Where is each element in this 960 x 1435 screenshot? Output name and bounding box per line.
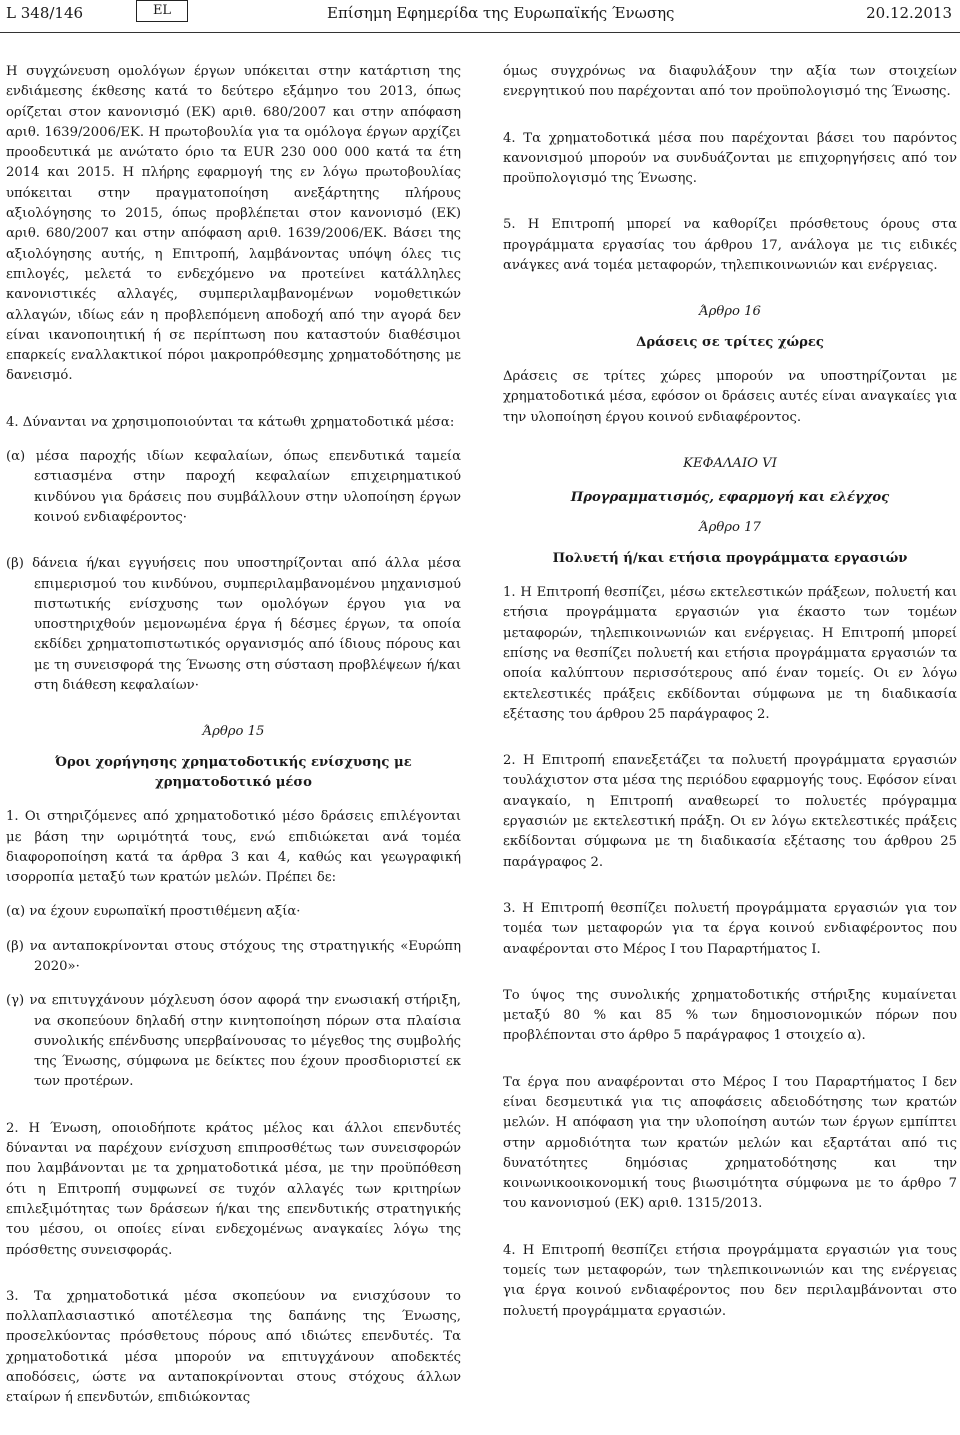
left-column	[6, 62, 461, 1435]
article-16-heading: Άρθρο 16	[699, 304, 761, 320]
article-15-heading: Άρθρο 15	[202, 724, 265, 740]
continuation-paragraph: όμως συγχρόνως να διαφυλάξουν την αξία των στοιχείων ενεργητικού που παρέχονται από τον προϋπολογισμό της Ένωσης.	[503, 64, 957, 100]
paragraph-intro: Η συγχώνευση ομολόγων έργων υπόκειται στην κατάρτιση της ενδιάμεσης έκθεσης κατά το δεύτερο εξάμηνο του 2013, όπως ορίζεται στον κανονισμό (ΕΚ) αριθ. 680/2007 και στην απόφαση αριθ. 1639/2006/ΕΚ. Η πρωτοβουλία για τα ομόλογα έργων αρχίζει προοδευτικά με ανώτατο όριο τα EUR 230 000 000 κατά τα έτη 2014 και 2015. Η πλήρης εφαρμογή της εν λόγω πρωτοβουλίας υπόκειται στην πραγματοποίηση ανεξάρτητης πλήρους αξιολόγησης το 2015, όπως προβλέπεται στον κανονισμό (ΕΚ) αριθ. 680/2007 και στην απόφαση αριθ. 1639/2006/ΕΚ. Βάσει της αξιολόγησης αυτής, η Επιτροπή, λαμβάνοντας υπόψη όλες τις επιλογές, μελετά το ενδεχόμενο να προτείνει κατάλληλες κανονιστικές αλλαγές, συμπεριλαμβανομένων νομοθετικών αλλαγών, ιδίως εάν η προβλεπόμενη αποδοχή από την αγορά δεν είναι ικανοποιητική ή σε περίπτωση που καταστούν διαθέσιμοι επαρκείς εναλλακτικοί πόροι μακροπρόθεσμης χρηματοδότησης με δανεισμό.	[6, 64, 461, 384]
paragraph-4-right: 4. Τα χρηματοδοτικά μέσα που παρέχονται βάσει του παρόντος κανονισμού μπορούν να συνδυάζονται με επιχορηγήσεις από τον προϋπολογισμό της Ένωσης.	[503, 130, 957, 187]
article-17-title: Πολυετή ή/και ετήσια προγράμματα εργασιών	[552, 550, 908, 566]
item-a: (α) μέσα παροχής ιδίων κεφαλαίων, όπως επενδυτικά ταμεία εστιασμένα στην παροχή κεφαλαίων επιχειρηματικού κινδύνου για δράσεις που συμβάλλουν στην υλοποίηση έργων κοινού ενδιαφέροντος·	[6, 449, 461, 525]
article-16-text: Δράσεις σε τρίτες χώρες μπορούν να υποστηρίζονται με χρηματοδοτικά μέσα, εφόσον οι δράσεις αυτές είναι αναγκαίες για την υλοποίηση έργου κοινού ενδιαφέροντος.	[503, 368, 957, 425]
condition-a: (α) να έχουν ευρωπαϊκή προστιθέμενη αξία·	[6, 904, 301, 920]
paragraph-4: 4. Δύνανται να χρησιμοποιούνται τα κάτωθι χρηματοδοτικά μέσα:	[6, 414, 455, 430]
article-17-paragraph-4: 4. Η Επιτροπή θεσπίζει ετήσια προγράμματα εργασιών για τους τομείς των μεταφορών, των τηλεπικοινωνιών και της ενέργειας για έργα κοινού ενδιαφέροντος που δεν περιλαμβάνονται στο πολυετή προγράμματα εργασιών.	[503, 1242, 957, 1319]
article-15-title: Όροι χορήγησης χρηματοδοτικής ενίσχυσης με χρηματοδοτικό μέσο	[55, 754, 412, 790]
article-17-paragraph-3c: Τα έργα που αναφέρονται στο Μέρος Ι του Παραρτήματος Ι δεν είναι δεσμευτικά για τις αποφάσεις αδειοδότησης των κρατών μελών. Η απόφαση για την υλοποίηση αυτών των έργων εμπίπτει στην αρμοδιότητα των κρατών μελών και εξαρτάται από τις δυνατότητες δημόσιας χρηματοδότησης και την κοινωνικοοικονομική τους βιωσιμότητα σύμφωνα με το άρθρο 7 του κανονισμού (ΕΚ) αριθ. 1315/2013.	[503, 1074, 957, 1212]
article-17-paragraph-3b: Το ύψος της συνολικής χρηματοδοτικής στήριξης κυμαίνεται μεταξύ 80 % και 85 % των δημοσιονομικών πόρων που προβλέπονται στο άρθρο 5 παράγραφος 1 στοιχείο α).	[503, 987, 957, 1044]
publication-date: 20.12.2013	[866, 4, 952, 22]
article-17-paragraph-2: 2. Η Επιτροπή επανεξετάζει τα πολυετή προγράμματα εργασιών τουλάχιστον στα μέσα της περιόδου εφαρμογής τους. Εφόσον είναι αναγκαίο, η Επιτροπή αναθεωρεί το πολυετές πρόγραμμα εργασιών με εκτελεστική πράξη. Οι εν λόγω εκτελεστικές πράξεις εκδίδονται σύμφωνα με τη διαδικασία εξέτασης του άρθρου 25 παράγραφος 2.	[503, 753, 957, 870]
article-17-heading: Άρθρο 17	[699, 520, 761, 536]
article-17-paragraph-1: 1. Η Επιτροπή θεσπίζει, μέσω εκτελεστικών πράξεων, πολυετή και ετήσια προγράμματα εργασιών για έκαστο των τομέων μεταφορών, τηλεπικοινωνιών και ενέργειας. Η Επιτροπή μπορεί επίσης να θεσπίζει πολυετή και ετήσια προγράμματα εργασιών τα οποία καλύπτουν περισσότερους από έναν τομείς. Οι εν λόγω εκτελεστικές πράξεις εκδίδονται σύμφωνα με τη διαδικασία εξέτασης του άρθρου 25 παράγραφος 2.	[503, 585, 957, 722]
journal-title: Επίσημη Εφημερίδα της Ευρωπαϊκής Ένωσης	[327, 4, 675, 22]
article-15-paragraph-2: 2. Η Ένωση, οποιοδήποτε κράτος μέλος και άλλοι επενδυτές δύνανται να παρέχουν ενίσχυση επιπροσθέτως των συνεισφορών που λαμβάνονται με τα χρηματοδοτικά μέσα, με την προϋπόθεση ότι η Επιτροπή συμφωνεί σε τυχόν αλλαγές των κριτηρίων επιλεξιμότητας των δράσεων ή/και της επενδυτικής στρατηγικής του μέσου, οι οποίες είναι ενδεχομένως αναγκαίες λόγω της πρόσθετης συνεισφοράς.	[6, 1120, 461, 1258]
article-17-paragraph-3: 3. Η Επιτροπή θεσπίζει πολυετή προγράμματα εργασιών για τον τομέα των μεταφορών για τα έργα κοινού ενδιαφέροντος που αναφέρονται στο Μέρος Ι του Παραρτήματος Ι.	[503, 900, 957, 957]
page-header	[0, 0, 960, 32]
chapter-title: Προγραμματισμός, εφαρμογή και ελέγχος	[570, 490, 890, 506]
chapter-heading: ΚΕΦΑΛΑΙΟ VI	[683, 455, 777, 471]
header-rule	[0, 32, 960, 33]
right-column	[503, 62, 957, 1348]
item-b: (β) δάνεια ή/και εγγυήσεις που υποστηρίζονται από άλλα μέσα επιμερισμού του κινδύνου, συμπεριλαμβανομένου μηχανισμού πιστωτικής ενίσχυσης των ομολόγων έργου για να υποστηριχθούν μεμονωμένα έργα ή δέσμες έργων, τα οποία εκδίδει χρηματοπιστωτικός οργανισμός από ίδιους πόρους και με τη συνεισφορά της Ένωσης στη σύσταση προβλέψεων ή/και στη διάθεση κεφαλαίων·	[6, 556, 461, 694]
language-badge: EL	[136, 0, 188, 22]
paragraph-5-right: 5. Η Επιτροπή μπορεί να καθορίζει πρόσθετους όρους στα προγράμματα εργασίας του άρθρου 17, ανάλογα με τις ειδικές ανάγκες ανά τομέα μεταφορών, τηλεπικοινωνιών και ενέργειας.	[503, 217, 957, 274]
article-15-paragraph-1: 1. Οι στηριζόμενες από χρηματοδοτικό μέσο δράσεις επιλέγονται με βάση την ωριμότητά τους, ενώ επιδιώκεται ανά τομέα διαφοροποίηση κατά τα άρθρα 3 και 4, καθώς και γεωγραφική ισορροπία μεταξύ των κρατών μελών. Πρέπει δε:	[6, 809, 461, 886]
condition-b: (β) να ανταποκρίνονται στους στόχους της στρατηγικής «Ευρώπη 2020»·	[6, 938, 461, 974]
page-number: L 348/146	[6, 4, 84, 22]
article-15-paragraph-3: 3. Τα χρηματοδοτικά μέσα σκοπεύουν να ενισχύσουν το πολλαπλασιαστικό αποτέλεσμα της δαπάνης της Ένωσης, προσελκύοντας πρόσθετους πόρους από ιδιώτες επενδυτές. Τα χρηματοδοτικά μέσα μπορούν να επιτυγχάνουν αποδεκτές αποδόσεις, ώστε να ανταποκρίνονται στους στόχους άλλων εταίρων ή επενδυτών, επιδιώκοντας	[6, 1288, 461, 1406]
article-16-title: Δράσεις σε τρίτες χώρες	[636, 334, 824, 350]
condition-c: (γ) να επιτυγχάνουν μόχλευση όσον αφορά την ενωσιακή στήριξη, να σκοπεύουν δηλαδή στην κινητοποίηση πόρων στα πλαίσια συνολικής επένδυσης υπερβαίνουσας το μέγεθος της συμβολής της Ένωσης, σύμφωνα με δείκτες που έχουν προσδιοριστεί εκ των προτέρων.	[6, 993, 461, 1090]
